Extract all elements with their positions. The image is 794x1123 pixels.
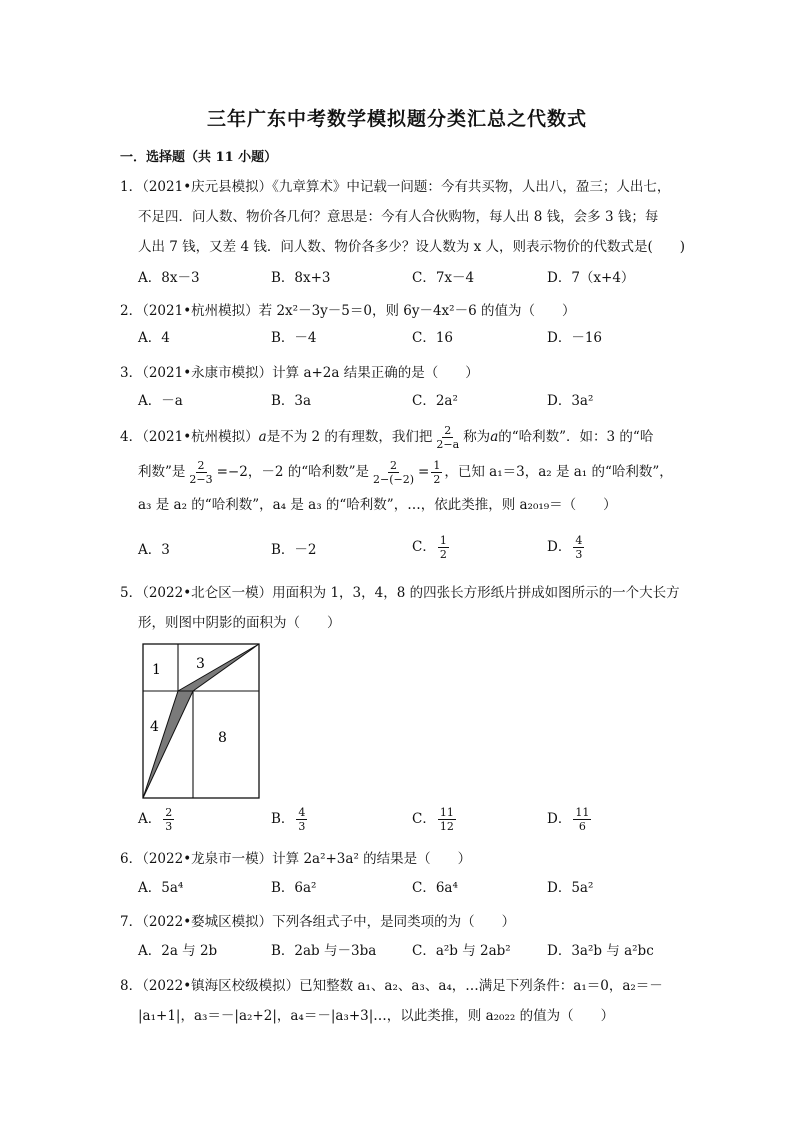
- fraction: $\frac{2}{2-3}$: [189, 459, 213, 486]
- option-a[interactable]: A．8x－3: [138, 270, 200, 286]
- question-5-line-1: 5．（2022•北仑区一模）用面积为 1，3，4，8 的四张长方形纸片拼成如图所示的一个大长方: [120, 585, 680, 601]
- fraction: $\frac{1}{2}$: [433, 459, 441, 486]
- question-3: [120, 358, 690, 388]
- fraction: $\frac{2}{2-a}$: [436, 424, 460, 451]
- question-5-line-2: 形，则图中阴影的面积为（ ）: [138, 615, 341, 631]
- rectangle-figure: [142, 643, 260, 799]
- shaded-region-upper: [178, 644, 259, 691]
- fraction: $\frac{2}{2-(-2)}$: [373, 459, 415, 486]
- label-4: 4: [150, 719, 159, 735]
- question-8-line-2: |a₁+1|，a₃＝－|a₂+2|，a₄＝－|a₃+3|…，以此类推，则 a₂₀₂₂ 的值为（ ）: [138, 1008, 615, 1024]
- option-d[interactable]: D． $\frac{11}{6}$: [547, 806, 590, 833]
- section-heading: 一．选择题（共 11 小题）: [120, 150, 278, 165]
- option-a[interactable]: A．4: [138, 330, 170, 346]
- option-d[interactable]: D．－16: [547, 330, 603, 346]
- question-6-text: 6．（2022•龙泉市一模）计算 2a²+3a² 的结果是（ ）: [120, 851, 472, 867]
- option-d[interactable]: D．3a²: [547, 393, 594, 409]
- option-a[interactable]: A．5a⁴: [138, 880, 184, 896]
- question-1: [120, 172, 690, 262]
- question-2-text: 2．（2021•杭州模拟）若 2x²－3y－5＝0，则 6y－4x²－6 的值为（ ）: [120, 303, 576, 319]
- question-2-options: [138, 326, 698, 356]
- question-3-options: [138, 389, 698, 419]
- option-c[interactable]: C．a²b 与 2ab²: [412, 943, 511, 959]
- option-d[interactable]: D．3a²b 与 a²bc: [547, 943, 654, 959]
- option-c[interactable]: C． $\frac{1}{2}$: [412, 534, 447, 561]
- question-1-line-1: 1．（2021•庆元县模拟）《九章算术》中记载一问题：今有共买物，人出八，盈三；人出七，: [120, 179, 671, 195]
- label-3: 3: [196, 656, 205, 672]
- option-c[interactable]: C．6a⁴: [412, 880, 458, 896]
- option-b[interactable]: B． $\frac{4}{3}$: [271, 806, 306, 833]
- question-3-text: 3．（2021•永康市模拟）计算 a+2a 结果正确的是（ ）: [120, 365, 479, 381]
- question-4: [120, 420, 690, 520]
- option-d[interactable]: D．5a²: [547, 880, 594, 896]
- question-5-options: [138, 806, 698, 836]
- option-a[interactable]: A． $\frac{2}{3}$: [138, 806, 173, 833]
- question-1-options: [138, 266, 698, 296]
- option-b[interactable]: B．3a: [271, 393, 312, 409]
- question-5: [120, 578, 690, 638]
- option-b[interactable]: B．－4: [271, 330, 317, 346]
- question-4-line-2: 利数”是 $\frac{2}{2-3}$ =−2，－2 的“哈利数”是 $\frac{2}{2-(-2)}$ = $\frac{1}{2}$ ，已知 a₁＝3，a₂ 是 a₁ 的“哈利数”，: [138, 459, 673, 486]
- question-4-line-3: a₃ 是 a₂ 的“哈利数”，a₄ 是 a₃ 的“哈利数”，…，依此类推，则 a₂₀₁₉＝（ ）: [138, 497, 617, 513]
- question-1-line-2: 不足四．问人数、物价各几何？意思是：今有人合伙购物，每人出 8 钱，会多 3 钱；每: [138, 209, 659, 225]
- label-8: 8: [218, 730, 227, 746]
- question-7: [120, 907, 690, 937]
- shaded-region-lower: [143, 691, 193, 798]
- question-8-line-1: 8．（2022•镇海区校级模拟）已知整数 a₁、a₂、a₃、a₄，…满足下列条件：a₁＝0，a₂＝－: [120, 978, 663, 994]
- question-2: [120, 296, 690, 326]
- question-6: [120, 844, 690, 874]
- question-4-line-1: 4．（2021•杭州模拟）a是不为 2 的有理数，我们把 $\frac{2}{2-a}$ 称为a的“哈利数”．如：3 的“哈: [120, 424, 654, 451]
- option-d[interactable]: D． $\frac{4}{3}$: [547, 534, 583, 561]
- label-1: 1: [152, 662, 161, 678]
- option-b[interactable]: B．2ab 与－3ba: [271, 943, 377, 959]
- question-7-text: 7．（2022•婺城区模拟）下列各组式子中，是同类项的为（ ）: [120, 914, 516, 930]
- question-7-options: [138, 939, 698, 969]
- option-c[interactable]: C．16: [412, 330, 454, 346]
- question-6-options: [138, 876, 698, 906]
- option-a[interactable]: A．2a 与 2b: [138, 943, 218, 959]
- question-8: [120, 971, 690, 1031]
- option-a[interactable]: A．－a: [138, 393, 183, 409]
- option-b[interactable]: B．8x+3: [271, 270, 331, 286]
- option-b[interactable]: B．－2: [271, 542, 317, 558]
- option-c[interactable]: C．7x－4: [412, 270, 475, 286]
- question-4-options: [138, 534, 698, 568]
- option-a[interactable]: A．3: [138, 542, 170, 558]
- option-c[interactable]: C． $\frac{11}{12}$: [412, 806, 454, 833]
- question-1-line-3: 人出 7 钱，又差 4 钱．问人数、物价各多少？设人数为 x 人，则表示物价的代数式是( ): [138, 239, 686, 255]
- option-c[interactable]: C．2a²: [412, 393, 458, 409]
- page-title: 三年广东中考数学模拟题分类汇总之代数式: [206, 108, 587, 130]
- option-b[interactable]: B．6a²: [271, 880, 317, 896]
- option-d[interactable]: D．7（x+4）: [547, 270, 635, 286]
